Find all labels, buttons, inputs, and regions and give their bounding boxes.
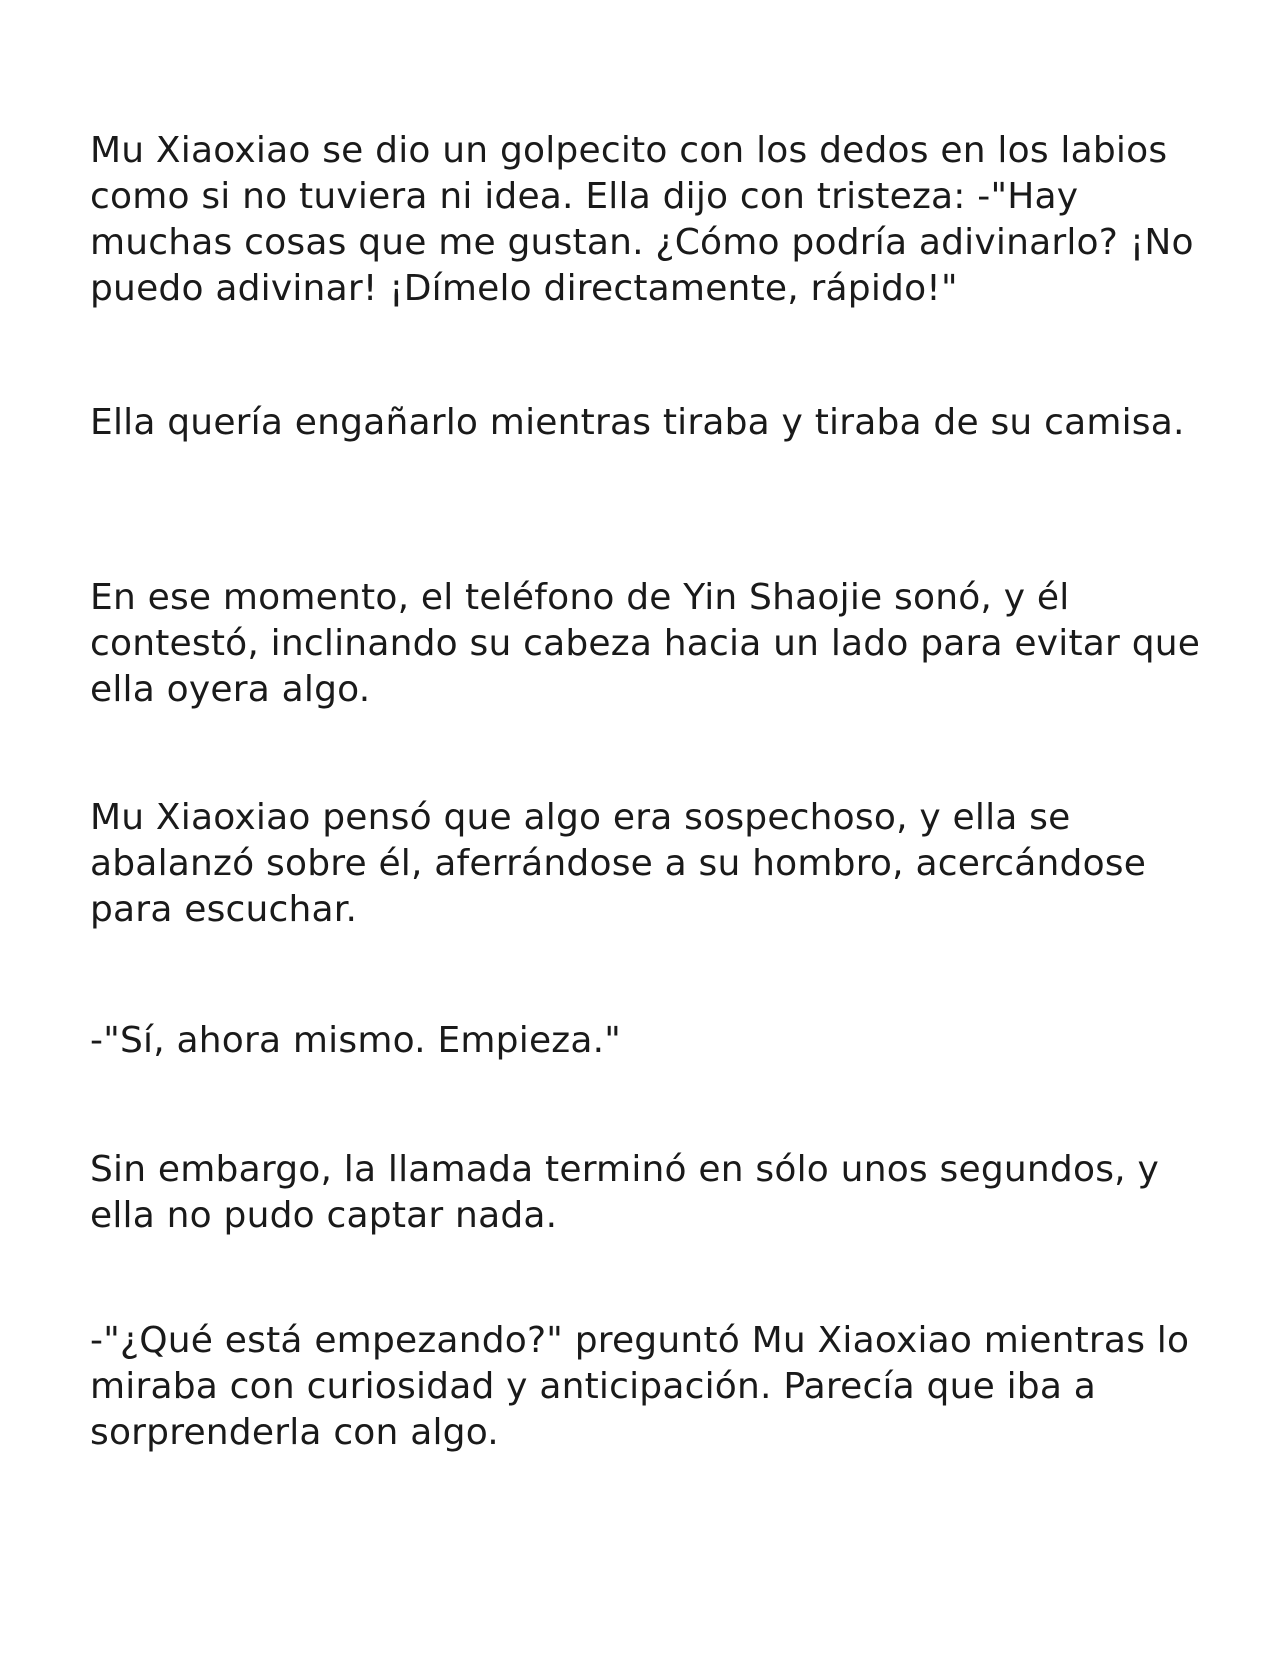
paragraph-4: Mu Xiaoxiao pensó que algo era sospechoso, y ella se abalanzó sobre él, aferrándose a su hombro, acercándose para escuchar. xyxy=(90,797,1147,930)
paragraph-1: Mu Xiaoxiao se dio un golpecito con los dedos en los labios como si no tuviera ni idea. Ella dijo con tristeza: -"Hay muchas cosas que me gustan. ¿Cómo podría adivinarlo? ¡No puedo adivinar! ¡Dímelo directamente, rápido!" xyxy=(90,130,1194,309)
paragraph-7: -"¿Qué está empezando?" preguntó Mu Xiaoxiao mientras lo miraba con curiosidad y anticipación. Parecía que iba a sorprenderla con algo. xyxy=(90,1320,1190,1453)
paragraph-2: Ella quería engañarlo mientras tiraba y tiraba de su camisa. xyxy=(90,402,1185,443)
paragraph-6: Sin embargo, la llamada terminó en sólo unos segundos, y ella no pudo captar nada. xyxy=(90,1149,1159,1236)
paragraph-5: -"Sí, ahora mismo. Empieza." xyxy=(90,1020,622,1061)
paragraph-3: En ese momento, el teléfono de Yin Shaojie sonó, y él contestó, inclinando su cabeza hacia un lado para evitar que ella oyera algo. xyxy=(90,577,1201,710)
